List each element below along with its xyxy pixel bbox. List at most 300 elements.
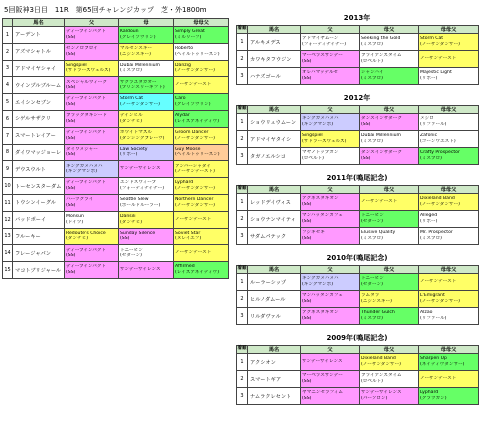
row-number: 2 — [3, 43, 13, 60]
pedigree-cell — [360, 274, 419, 291]
pedigree-cell — [174, 77, 229, 94]
horse-name: アドマイヤシャイ — [13, 60, 65, 77]
pedigree-line: (ネイティヴダンサー) — [420, 362, 465, 367]
header-dam: 母父 — [360, 346, 419, 354]
pedigree-name: アグネスタキオン — [302, 310, 339, 316]
pedigree-line: (リファール) — [420, 316, 447, 321]
table-row — [3, 262, 229, 279]
pedigree-name: Roberto — [175, 46, 194, 52]
row-number: 1 — [237, 34, 248, 51]
table-row — [237, 114, 479, 131]
pedigree-cell — [65, 211, 119, 228]
pedigree-cell — [65, 262, 119, 279]
pedigree-line: (キングマンボ) — [66, 169, 98, 175]
row-number: 15 — [3, 262, 13, 279]
section-title: 2013年 — [343, 14, 371, 22]
horse-name: スマートレイアー — [13, 127, 65, 144]
pedigree-name: L'Emigrant — [420, 293, 445, 299]
pedigree-name: Alleged — [420, 213, 438, 219]
pedigree-name: Law Society — [120, 146, 148, 152]
pedigree-line: (SS) — [302, 202, 312, 207]
pedigree-line: (SS) — [66, 34, 76, 40]
header-horse: 馬名 — [248, 346, 301, 354]
pedigree-line: (ミスプロ) — [361, 139, 383, 144]
header-dam: 母父 — [360, 186, 419, 194]
horse-name: カワキタフウジン — [248, 51, 301, 68]
pedigree-name: エンドスウィープ — [120, 180, 157, 186]
table-row — [3, 77, 229, 94]
pedigree-line: (SS) — [302, 299, 312, 304]
pedigree-line: (フォーティナイナー) — [120, 186, 165, 192]
pedigree-name: ブラックタキシード — [66, 113, 108, 119]
pedigree-name: Lyphard — [420, 390, 439, 396]
table-row — [237, 68, 479, 85]
pedigree-name: マンハッタンカフェ — [302, 293, 343, 299]
pedigree-line: (ゼダーン) — [361, 219, 383, 224]
past-result-table — [236, 25, 479, 85]
pedigree-line: (ボールドルーラー) — [120, 202, 161, 208]
pedigree-cell — [301, 51, 360, 68]
pedigree-cell — [360, 68, 419, 85]
header-dam: 母 — [119, 19, 174, 27]
table-row — [3, 245, 229, 262]
pedigree-name: Affirmed — [175, 264, 195, 270]
pedigree-name: Monsun — [66, 214, 84, 220]
table-row — [237, 291, 479, 308]
pedigree-line: (SS) — [120, 236, 130, 242]
header-dam: 母父 — [360, 106, 419, 114]
table-row — [3, 110, 229, 127]
pedigree-line: (ロベルト) — [361, 379, 383, 384]
pedigree-name: ディープインパクト — [66, 29, 107, 35]
pedigree-line: (SS) — [302, 316, 312, 321]
pedigree-line: (サドラーズウェルズ) — [302, 139, 347, 144]
row-number: 1 — [237, 194, 248, 211]
pedigree-name: ディープインパクト — [66, 96, 107, 102]
horse-name: バッドボーイ — [13, 211, 65, 228]
horse-name: アドマイヤタイシ — [248, 131, 301, 148]
pedigree-name: Dansili — [120, 214, 136, 220]
table-row — [237, 228, 479, 245]
row-number: 2 — [237, 211, 248, 228]
row-number: 4 — [3, 77, 13, 94]
pedigree-line: (SS) — [66, 253, 76, 259]
table-row — [237, 148, 479, 165]
pedigree-cell — [65, 77, 119, 94]
table-row — [3, 94, 229, 111]
header-num: 着順 — [237, 266, 248, 274]
pedigree-name: ディープインパクト — [66, 247, 107, 253]
row-number: 3 — [237, 388, 248, 405]
pedigree-line: (ドイツ) — [66, 219, 84, 225]
pedigree-cell — [119, 211, 174, 228]
pedigree-line: (ノーザンテースト) — [175, 169, 215, 175]
pedigree-line: (ノーザンダンサー) — [420, 42, 460, 47]
pedigree-name: ノーザンテースト — [175, 216, 212, 222]
pedigree-cell — [65, 228, 119, 245]
pedigree-cell — [65, 161, 119, 178]
pedigree-cell — [360, 114, 419, 131]
pedigree-name: Storm Cat — [420, 36, 444, 42]
horse-name: ハナズゴール — [248, 68, 301, 85]
horse-name: ショウリュウムーン — [248, 114, 301, 131]
pedigree-line: (SS) — [361, 156, 371, 161]
pedigree-name: ダイワメジャー — [66, 146, 98, 152]
pedigree-name: ディープインパクト — [66, 180, 107, 186]
pedigree-line: (ミスプロ) — [420, 156, 442, 161]
pedigree-name: キングカメハメハ — [66, 163, 103, 169]
pedigree-cell — [360, 194, 419, 211]
pedigree-name: ブライアンズタイム — [361, 373, 402, 379]
pedigree-cell — [174, 60, 229, 77]
pedigree-cell — [419, 291, 479, 308]
pedigree-line: (SS) — [66, 202, 76, 208]
row-number: 1 — [237, 274, 248, 291]
pedigree-name: アドマイヤムーン — [302, 36, 339, 42]
pedigree-cell — [360, 388, 419, 405]
pedigree-cell — [119, 262, 174, 279]
pedigree-cell — [419, 371, 479, 388]
horse-name: シゲルサザクリ — [13, 110, 65, 127]
row-number: 6 — [3, 110, 13, 127]
pedigree-name: Seeking the Gold — [361, 36, 401, 42]
pedigree-name: ホワイトマズル — [120, 130, 153, 136]
table-row — [3, 228, 229, 245]
pedigree-line: (ニジンスキー) — [361, 299, 392, 304]
pedigree-line: (SS) — [66, 85, 76, 91]
pedigree-line: (ミスプロ) — [361, 42, 383, 47]
row-number: 1 — [237, 114, 248, 131]
table-row — [3, 211, 229, 228]
pedigree-cell — [419, 194, 479, 211]
section-title: 2011年(鳴尾記念) — [326, 174, 388, 182]
pedigree-line: (ミルリーフ) — [175, 34, 202, 40]
pedigree-line: (キングマンボ) — [302, 122, 334, 127]
pedigree-name: スペシャルウィーク — [66, 79, 107, 85]
pedigree-cell — [174, 228, 229, 245]
header-dam: 母父 — [360, 266, 419, 274]
pedigree-line: (ロベルト) — [361, 59, 383, 64]
pedigree-cell — [119, 127, 174, 144]
pedigree-name: Dixieland Band — [361, 356, 396, 362]
pedigree-cell — [419, 354, 479, 371]
pedigree-name: Northern Dancer — [175, 197, 214, 203]
horse-name: エイシンセブン — [13, 94, 65, 111]
table-row — [237, 34, 479, 51]
section-spacer — [236, 245, 478, 252]
pedigree-name: Thunder Gulch — [361, 310, 395, 316]
pedigree-cell — [419, 131, 479, 148]
pedigree-line: (ミスプロ) — [420, 236, 442, 241]
pedigree-name: ブライアンズタイム — [361, 53, 402, 59]
header-damsire: 母母父 — [419, 106, 479, 114]
pedigree-name: ノーザンテースト — [175, 250, 212, 256]
pedigree-cell — [119, 27, 174, 44]
pedigree-line: (ノーザンダンサー) — [175, 68, 215, 74]
header-sire: 父 — [301, 186, 360, 194]
table-row — [3, 178, 229, 195]
past-result-table — [236, 265, 479, 325]
pedigree-line: (ノーザンダンサー) — [175, 186, 215, 192]
pedigree-line: (ミスプロ) — [361, 236, 383, 241]
pedigree-name: マーベラスサンデー — [302, 373, 343, 379]
table-row — [3, 43, 229, 60]
row-number: 2 — [237, 51, 248, 68]
pedigree-cell — [301, 114, 360, 131]
horse-name: スマートギア — [248, 371, 301, 388]
table-row — [237, 388, 479, 405]
pedigree-name: Sharpen Up — [420, 356, 447, 362]
pedigree-name: Seattle Slew — [120, 197, 149, 203]
section-spacer — [236, 85, 478, 92]
pedigree-line: (ノーザンダンサー) — [420, 299, 460, 304]
pedigree-line: (キングマンボ) — [302, 282, 334, 287]
horse-name: リルダヴァル — [248, 308, 301, 325]
table-row — [3, 161, 229, 178]
horse-name: ダイワマッジョーレ — [13, 144, 65, 161]
pedigree-cell — [174, 94, 229, 111]
pedigree-cell — [174, 211, 229, 228]
pedigree-cell — [301, 291, 360, 308]
pedigree-cell — [419, 68, 479, 85]
pedigree-name: Mr. Prospector — [420, 230, 453, 236]
pedigree-cell — [65, 127, 119, 144]
pedigree-cell — [119, 178, 174, 195]
pedigree-cell — [174, 245, 229, 262]
pedigree-cell — [360, 371, 419, 388]
pedigree-cell — [360, 211, 419, 228]
pedigree-name: サンデーサイレンス — [361, 390, 402, 396]
past-result-table — [236, 345, 479, 405]
row-number: 2 — [237, 291, 248, 308]
header-damsire: 母母父 — [419, 26, 479, 34]
pedigree-name: マルゼンスキー — [120, 46, 153, 52]
horse-name: アーデント — [13, 27, 65, 44]
header-damsire: 母母父 — [419, 266, 479, 274]
pedigree-name: Redoute's Choice — [66, 230, 106, 236]
pedigree-cell — [301, 68, 360, 85]
pedigree-line: (ゴーンウエスト) — [420, 139, 456, 144]
table-row — [237, 131, 479, 148]
header-horse: 馬名 — [248, 26, 301, 34]
table-row — [237, 194, 479, 211]
pedigree-cell — [174, 194, 229, 211]
pedigree-cell — [119, 144, 174, 161]
pedigree-line: (ゼダーン) — [120, 253, 142, 259]
pedigree-name: Singspiel — [66, 62, 87, 68]
section-spacer — [236, 165, 478, 172]
header-num: 着順 — [237, 346, 248, 354]
pedigree-cell — [360, 308, 419, 325]
pedigree-cell — [419, 211, 479, 228]
pedigree-cell — [360, 291, 419, 308]
pedigree-line: (ノーザンダンサー) — [361, 362, 401, 367]
pedigree-name: サクラユタカオー — [120, 79, 157, 85]
pedigree-cell — [419, 114, 479, 131]
pedigree-cell — [301, 308, 360, 325]
pedigree-cell — [65, 245, 119, 262]
horse-name: ウインプルブルーム — [13, 77, 65, 94]
pedigree-cell — [360, 131, 419, 148]
pedigree-line: (ダンチヒ) — [66, 236, 89, 242]
pedigree-cell — [119, 77, 174, 94]
pedigree-line: (SS) — [361, 122, 371, 127]
table-row — [237, 51, 479, 68]
pedigree-line: (プリンスリーギフト) — [120, 85, 165, 91]
pedigree-name: Crafty Prospector — [420, 150, 460, 156]
pedigree-line: (ミスプロ) — [361, 316, 383, 321]
horse-name: サダムパテック — [248, 228, 301, 245]
pedigree-name: ノーザンテースト — [175, 82, 212, 88]
pedigree-name: Storm Cat — [120, 96, 144, 102]
pedigree-cell — [301, 371, 360, 388]
pedigree-line: (ヌレイエフ) — [175, 236, 202, 242]
table-row — [3, 144, 229, 161]
pedigree-cell — [419, 51, 479, 68]
past-result-table — [236, 185, 479, 245]
horse-name: ルーラーシップ — [248, 274, 301, 291]
header-damsire: 母母父 — [419, 346, 479, 354]
pedigree-cell — [65, 43, 119, 60]
horse-name: ナムラクレセント — [248, 388, 301, 405]
pedigree-cell — [119, 60, 174, 77]
pedigree-cell — [360, 228, 419, 245]
header-damsire: 母母父 — [419, 186, 479, 194]
row-number: 1 — [3, 27, 13, 44]
pedigree-name: ノーザンテースト — [420, 279, 457, 285]
pedigree-name: フジキセキ — [302, 230, 325, 236]
pedigree-line: (リファール) — [420, 122, 447, 127]
pedigree-name: サンデーサイレンス — [120, 267, 161, 273]
race-title: 5回阪神3日目 11R 第65回チャレンジカップ 芝・外1800m — [4, 6, 207, 14]
header-dam: 母父 — [360, 26, 419, 34]
pedigree-cell — [65, 60, 119, 77]
pedigree-name: Zafonic — [420, 133, 438, 139]
pedigree-cell — [301, 274, 360, 291]
pedigree-cell — [419, 228, 479, 245]
horse-name: アクシオン — [248, 354, 301, 371]
pedigree-line: (リボー) — [120, 152, 138, 158]
header-sire: 父 — [301, 26, 360, 34]
pedigree-cell — [174, 178, 229, 195]
main-race-panel — [2, 2, 230, 279]
horse-name: アズマシャトル — [13, 43, 65, 60]
table-row — [3, 60, 229, 77]
pedigree-line: (SS) — [66, 118, 76, 124]
header-horse: 馬名 — [248, 106, 301, 114]
pedigree-name: Alydar — [175, 113, 190, 119]
row-number: 7 — [3, 127, 13, 144]
pedigree-name: Elusive Quality — [361, 230, 396, 236]
pedigree-cell — [301, 194, 360, 211]
pedigree-name: Dubai Millennium — [361, 133, 402, 139]
table-row — [237, 308, 479, 325]
pedigree-name: アグネスタキオン — [302, 196, 339, 202]
pedigree-name: Kaldoun — [120, 29, 139, 35]
header-sire: 父 — [65, 19, 119, 27]
pedigree-name: マヤノトップガン — [302, 150, 339, 156]
pedigree-cell — [301, 131, 360, 148]
pedigree-name: Lyphard — [175, 180, 194, 186]
pedigree-name: ゼンノロブロイ — [66, 46, 98, 52]
pedigree-name: ディープインパクト — [66, 264, 107, 270]
pedigree-name: Simply Great — [175, 29, 205, 35]
pedigree-name: Dixieland Band — [420, 196, 455, 202]
pedigree-name: Singspiel — [302, 133, 323, 139]
header-damsire: 母母父 — [174, 19, 229, 27]
pedigree-cell — [65, 144, 119, 161]
pedigree-line: (サドラーズウェルズ) — [66, 68, 111, 74]
pedigree-name: メジロ — [420, 116, 434, 122]
pedigree-cell — [174, 27, 229, 44]
pedigree-cell — [301, 388, 360, 405]
pedigree-cell — [65, 27, 119, 44]
row-number: 8 — [3, 144, 13, 161]
pedigree-cell — [360, 34, 419, 51]
header-num: 着順 — [237, 186, 248, 194]
pedigree-name: サンデーサイレンス — [120, 166, 161, 172]
pedigree-cell — [174, 262, 229, 279]
row-number: 12 — [3, 211, 13, 228]
pedigree-cell — [65, 194, 119, 211]
header-sire: 父 — [301, 266, 360, 274]
table-row — [3, 127, 229, 144]
pedigree-line: (ノーザンダンサー) — [420, 202, 460, 207]
row-number: 3 — [237, 228, 248, 245]
pedigree-name: マーベラスサンデー — [302, 53, 343, 59]
pedigree-line: (SS) — [302, 236, 312, 241]
table-row — [237, 354, 479, 371]
header-sire: 父 — [301, 106, 360, 114]
pedigree-line: (SS) — [302, 379, 312, 384]
pedigree-line: (SS) — [66, 152, 76, 158]
pedigree-cell — [419, 388, 479, 405]
pedigree-cell — [119, 94, 174, 111]
pedigree-cell — [119, 43, 174, 60]
pedigree-line: (SS) — [66, 102, 76, 108]
pedigree-line: (レイズアネイティヴ) — [175, 118, 220, 124]
pedigree-cell — [419, 308, 479, 325]
pedigree-name: マンハッタンカフェ — [302, 213, 343, 219]
header-num: 着順 — [237, 106, 248, 114]
pedigree-name: ダンスインザダーク — [361, 116, 402, 122]
pedigree-name: キングカメハメハ — [302, 116, 339, 122]
pedigree-name: シャンハイ — [361, 70, 384, 76]
pedigree-name: Groom Dancer — [175, 130, 209, 136]
pedigree-line: (SS) — [66, 186, 76, 192]
pedigree-cell — [65, 178, 119, 195]
pedigree-name: Caro — [175, 96, 186, 102]
pedigree-cell — [360, 51, 419, 68]
table-row — [237, 274, 479, 291]
pedigree-cell — [119, 194, 174, 211]
pedigree-line: (レイズアネイティヴ) — [175, 270, 220, 276]
header-horse: 馬名 — [13, 19, 65, 27]
section-spacer — [236, 325, 478, 332]
horse-name: アルキメデス — [248, 34, 301, 51]
pedigree-name: アンバーシャダイ — [175, 163, 211, 169]
pedigree-line: (ミスプロ) — [361, 76, 383, 81]
pedigree-name: ディープインパクト — [66, 130, 107, 136]
row-number: 9 — [3, 161, 13, 178]
pedigree-line: (ダンシングブレーヴ) — [120, 135, 165, 141]
pedigree-line: (ヘイルトゥリーズン) — [175, 152, 220, 158]
row-number: 14 — [3, 245, 13, 262]
section-title: 2009年(鳴尾記念) — [326, 334, 388, 342]
pedigree-cell — [174, 144, 229, 161]
pedigree-name: Danzig — [175, 62, 191, 68]
pedigree-cell — [174, 43, 229, 60]
